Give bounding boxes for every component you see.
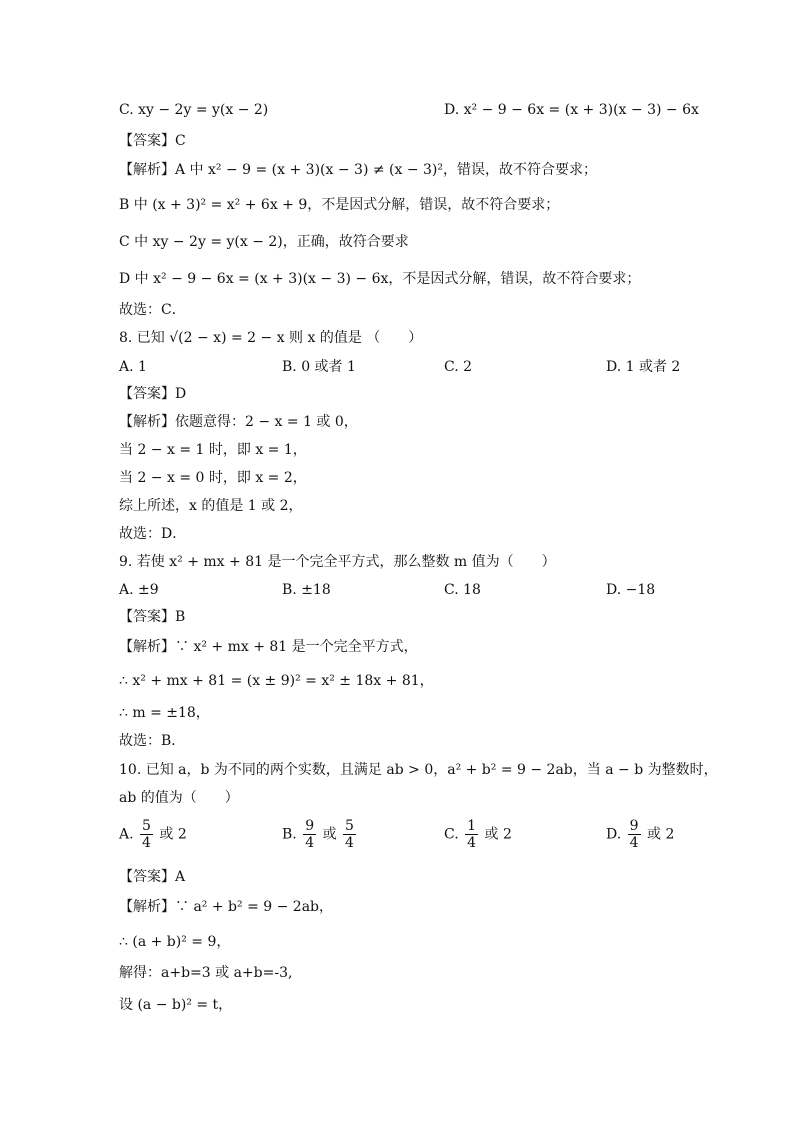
- q9-option-a: A. ±9: [119, 582, 159, 598]
- q9-stem: 9. 若使 x² + mx + 81 是一个完全平方式，那么整数 m 值为（ ）: [119, 554, 556, 570]
- q7-explain-5: 故选：C．: [119, 302, 186, 318]
- q10-explain-1: 【解析】∵ a² + b² = 9 − 2ab，: [119, 899, 333, 915]
- q7-explain-4: D 中 x² − 9 − 6x = (x + 3)(x − 3) − 6x，不是因式分解，错误，故不符合要求；: [119, 271, 641, 287]
- q8-option-b: B. 0 或者 1: [282, 359, 356, 375]
- q10-option-b-label: B.: [282, 826, 297, 843]
- q9-explain-2: ∴ x² + mx + 81 = (x ± 9)² = x² ± 18x + 81，: [119, 673, 434, 689]
- q10-option-b-fraction-2: [343, 818, 356, 851]
- q8-explain-2: 当 2 − x = 1 时，即 x = 1，: [119, 442, 307, 458]
- q10-option-b-numerator-2: 5: [345, 818, 354, 834]
- q8-explain-5: 故选：D．: [119, 526, 187, 542]
- q7-answer: 【答案】C: [119, 133, 186, 149]
- q9-option-c: C. 18: [444, 582, 481, 598]
- q10-option-c-label: C.: [444, 826, 459, 843]
- q10-explain-3: 解得：a+b=3 或 a+b=-3,: [119, 965, 293, 981]
- q10-option-a-numerator: 5: [142, 818, 151, 834]
- q9-explain-1: 【解析】∵ x² + mx + 81 是一个完全平方式，: [119, 639, 418, 655]
- q9-option-d: D. −18: [606, 582, 656, 598]
- q10-stem-line1: 10. 已知 a，b 为不同的两个实数，且满足 ab > 0，a² + b² = 9 − 2ab，当 a − b 为整数时，: [119, 762, 718, 778]
- q10-option-d-denominator: 4: [629, 835, 639, 851]
- q10-option-c-tail: 或 2: [484, 826, 512, 843]
- q10-option-b: [282, 818, 358, 851]
- q10-option-d-numerator: 9: [629, 818, 639, 834]
- q8-explain-1: 【解析】依题意得：2 − x = 1 或 0，: [119, 414, 358, 430]
- q10-option-c-fraction: [465, 818, 478, 851]
- q10-option-c: [444, 818, 512, 851]
- q9-option-b: B. ±18: [282, 582, 331, 598]
- q10-explain-4: 设 (a − b)² = t，: [119, 997, 233, 1013]
- q8-answer: 【答案】D: [119, 386, 187, 402]
- q10-option-d-tail: 或 2: [647, 826, 675, 843]
- q10-option-d: [606, 818, 674, 851]
- q10-option-a-label: A.: [119, 826, 134, 843]
- q10-option-d-fraction: [628, 818, 641, 851]
- q10-option-c-denominator: 4: [467, 835, 477, 851]
- q10-option-b-numerator-1: 9: [305, 818, 315, 834]
- q10-option-c-numerator: 1: [467, 818, 477, 834]
- q10-option-b-denominator-1: 4: [305, 835, 315, 851]
- q10-option-a-denominator: 4: [142, 835, 151, 851]
- q10-stem-line2: ab 的值为（ ）: [119, 790, 239, 806]
- q10-answer: 【答案】A: [119, 869, 186, 885]
- q8-stem: 8. 已知 √(2 − x) = 2 − x 则 x 的值是 （ ）: [119, 330, 423, 346]
- q8-option-c: C. 2: [444, 359, 473, 375]
- q9-answer: 【答案】B: [119, 609, 186, 625]
- q10-option-b-fraction-1: [303, 818, 316, 851]
- q8-explain-4: 综上所述，x 的值是 1 或 2，: [119, 498, 303, 514]
- q10-option-b-mid: 或: [322, 826, 337, 843]
- q10-option-d-label: D.: [606, 826, 622, 843]
- q7-explain-3: C 中 xy − 2y = y(x − 2)，正确，故符合要求: [119, 234, 409, 250]
- q10-option-a-tail: 或 2: [159, 826, 187, 843]
- q7-explain-1: 【解析】A 中 x² − 9 = (x + 3)(x − 3) ≠ (x − 3)²，错误，故不符合要求；: [119, 162, 598, 178]
- q7-explain-2: B 中 (x + 3)² = x² + 6x + 9，不是因式分解，错误，故不符合要求；: [119, 197, 560, 213]
- q10-option-b-denominator-2: 4: [345, 835, 354, 851]
- q9-explain-3: ∴ m = ±18，: [119, 705, 210, 721]
- q8-explain-3: 当 2 − x = 0 时，即 x = 2，: [119, 470, 307, 486]
- q8-option-d: D. 1 或者 2: [606, 359, 681, 375]
- q10-option-a: [119, 818, 187, 851]
- q7-option-d: D. x² − 9 − 6x = (x + 3)(x − 3) − 6x: [444, 102, 699, 118]
- q9-explain-4: 故选：B．: [119, 733, 186, 749]
- q8-option-a: A. 1: [119, 359, 147, 375]
- q7-option-c: C. xy − 2y = y(x − 2): [119, 102, 269, 118]
- q10-option-a-fraction: [140, 818, 153, 851]
- q10-explain-2: ∴ (a + b)² = 9，: [119, 934, 231, 950]
